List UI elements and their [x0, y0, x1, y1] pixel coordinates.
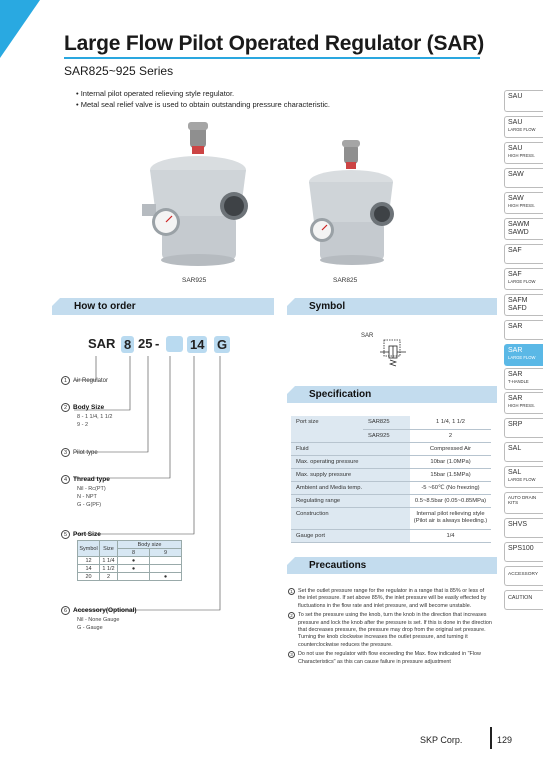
table-row [291, 468, 491, 481]
tab-label: SAU [508, 93, 523, 100]
tab-label: SRP [508, 421, 523, 428]
cell: 14 [78, 565, 100, 573]
precaution-text: Do not use the regulator with flow exceeding the Max. flow indicated in "Flow Characteristics" as this can cause failure in pressure adjustment [298, 651, 481, 665]
item-number: 2 [288, 612, 295, 619]
tab-label: SAF [508, 271, 522, 278]
side-tab-sar[interactable] [504, 320, 543, 340]
side-tab-sps100[interactable] [504, 542, 543, 562]
tab-label: SAF [508, 247, 522, 254]
order-item-pilot-type [61, 448, 98, 457]
tab-label: SAL [508, 445, 522, 452]
tab-label-2: SAWD [508, 229, 529, 236]
body-size-option: 9 - 2 [77, 422, 89, 428]
table-row [291, 494, 491, 507]
side-tab-caution[interactable] [504, 590, 543, 610]
spec-key: Max. supply pressure [291, 468, 410, 481]
item-label: Port Size [73, 531, 101, 539]
tab-label: SAW [508, 195, 524, 202]
side-tab-sar-high-press[interactable] [504, 392, 543, 414]
tab-sublabel: HIGH PRESS. [508, 203, 535, 208]
table-row [291, 481, 491, 494]
tab-label: SAWM [508, 221, 530, 228]
tab-sublabel: LARGE FLOW [508, 279, 536, 284]
side-tab-saf[interactable] [504, 244, 543, 264]
sar925-product-image [136, 120, 262, 270]
feature-list [76, 88, 330, 110]
spec-value: 0.5~8.5bar (0.05~0.85MPa) [410, 494, 491, 507]
side-tab-safm-safd[interactable] [504, 294, 543, 316]
order-item-accessory [61, 606, 137, 615]
symbol-label: SAR [361, 333, 374, 339]
order-item-thread-type [61, 475, 110, 484]
table-row [78, 573, 182, 581]
cell [118, 573, 150, 581]
cell [150, 557, 182, 565]
side-tab-shvs[interactable] [504, 518, 543, 538]
table-row [291, 529, 491, 542]
item-number: 6 [61, 606, 70, 615]
section-corner [287, 298, 295, 306]
tab-sublabel: T-HANDLE [508, 379, 529, 384]
tab-label: SAU [508, 119, 523, 126]
thread-type-option: N - NPT [77, 494, 97, 500]
spec-value: 10bar (1.0MPa) [410, 455, 491, 468]
precaution-text: Set the outlet pressure range for the regulator in a range that is 85% or less of the inlet pressure. If set above 85%, the inlet pressure will be easily effected by fluctuations in the flow rate and inlet pressure, and will become unstable. [298, 588, 487, 609]
tab-sublabel: HIGH PRESS. [508, 153, 535, 158]
tab-label: SAFM [508, 297, 528, 304]
side-tab-sar-t-handle[interactable] [504, 368, 543, 390]
port-size-table [77, 540, 182, 581]
title-rule [64, 57, 480, 59]
footer-divider [490, 727, 492, 749]
code-thread: 25 [138, 336, 153, 351]
side-tab-sau[interactable] [504, 90, 543, 112]
tab-label: CAUTION [508, 595, 533, 601]
side-tab-sau-large-flow[interactable] [504, 116, 543, 138]
tab-sublabel: LARGE FLOW [508, 355, 536, 360]
spec-value: 15bar (1.5MPa) [410, 468, 491, 481]
precaution-item [288, 612, 493, 649]
tab-label: SAR [508, 371, 523, 378]
code-body: 8 [121, 336, 134, 353]
spec-model: SAR925 [363, 429, 410, 442]
side-tab-sar-large-flow[interactable] [504, 344, 543, 366]
section-symbol [287, 298, 497, 315]
item-number: 1 [61, 376, 70, 385]
item-number: 1 [288, 588, 295, 595]
body-size-option: 8 - 1 1/4, 1 1/2 [77, 414, 113, 420]
item-number: 4 [61, 475, 70, 484]
section-title: How to order [74, 301, 136, 312]
col-size: Size [100, 541, 118, 557]
item-number: 3 [61, 448, 70, 457]
order-item-air-regulator [61, 376, 108, 385]
spec-model: SAR825 [363, 416, 410, 429]
tab-sublabel: HIGH PRESS. [508, 403, 535, 408]
thread-type-option: G - G(PF) [77, 502, 102, 508]
cell: ● [118, 565, 150, 573]
feature-item: • Internal pilot operated relieving style regulator. [76, 88, 330, 99]
side-tab-sal[interactable] [504, 442, 543, 462]
spec-value: 2 [410, 429, 491, 442]
product-caption: SAR925 [182, 277, 207, 284]
tab-label: SAW [508, 171, 524, 178]
table-row [291, 416, 491, 429]
accessory-option: Nil - None Gauge [77, 617, 120, 623]
col-body-9: 9 [150, 549, 182, 557]
spec-key: Regulating range [291, 494, 410, 507]
tab-sublabel: KITS [508, 500, 519, 505]
side-tab-saf-large-flow[interactable] [504, 268, 543, 290]
section-precautions [287, 557, 497, 574]
code-port: 14 [187, 336, 207, 353]
tab-label: SPS100 [508, 545, 534, 552]
section-title: Symbol [309, 301, 346, 312]
code-dash: - [155, 336, 160, 351]
col-body-8: 8 [118, 549, 150, 557]
item-label: Air Regulator [73, 378, 109, 385]
sar825-product-image [298, 140, 406, 270]
section-specification [287, 386, 497, 403]
section-corner [287, 386, 295, 394]
item-number: 3 [288, 651, 295, 658]
precaution-text: To set the pressure using the knob, turn the knob in the direction that increases pressure and lock the knob after the pressure is set. If this is done in the direction that decreases pressure, the pressure may drop from the original set pressure. Turning the knob clockwise increases the outlet pressure, and turning it counterclockwise reduces the pressure. [298, 612, 492, 648]
spec-key: Construction [291, 507, 410, 529]
footer-company: SKP Corp. [420, 735, 463, 745]
spec-key: Max. operating pressure [291, 455, 410, 468]
col-body-size: Body size [118, 541, 182, 549]
tab-label: SAR [508, 347, 523, 354]
side-tab-auto-drain-kits[interactable] [504, 492, 543, 514]
item-label: Pilot type [73, 450, 98, 457]
tab-label-2: SAFD [508, 305, 527, 312]
item-label: Accessory(Optional) [73, 607, 137, 615]
section-title: Precautions [309, 560, 367, 571]
tab-sublabel: LARGE FLOW [508, 127, 536, 132]
table-row [78, 565, 182, 573]
section-how-to-order [52, 298, 274, 315]
cell: 12 [78, 557, 100, 565]
spec-value: -5 ~60℃ (No freezing) [410, 481, 491, 494]
table-row [291, 442, 491, 455]
side-tab-sau-high-press[interactable] [504, 142, 543, 164]
spec-value: 1/4 [410, 529, 491, 542]
cell: ● [150, 573, 182, 581]
spec-value: Compressed Air [410, 442, 491, 455]
spec-key: Gauge port [291, 529, 410, 542]
section-corner [52, 298, 60, 306]
regulator-symbol-icon [380, 336, 410, 368]
spec-value: Internal pilot relieving style (Pilot air is always bleeding.) [410, 507, 491, 529]
side-tab-sawm-sawd[interactable] [504, 218, 543, 240]
table-row [291, 455, 491, 468]
tab-label: AUTO DRAIN [508, 495, 537, 500]
cell: 1 1/4 [100, 557, 118, 565]
cell: 2 [100, 573, 118, 581]
spec-key: Fluid [291, 442, 410, 455]
section-title: Specification [309, 389, 372, 400]
code-prefix: SAR [88, 336, 116, 351]
specification-table [291, 416, 491, 543]
tab-label: SAL [508, 469, 522, 476]
precaution-item [288, 588, 493, 610]
code-accessory: G [214, 336, 230, 353]
tab-label: SAU [508, 145, 523, 152]
tab-label: SHVS [508, 521, 528, 528]
tab-label: SAR [508, 395, 523, 402]
tab-label: ACCESSORY [508, 572, 539, 577]
spec-value: 1 1/4, 1 1/2 [410, 416, 491, 429]
cell: 20 [78, 573, 100, 581]
feature-item: • Metal seal relief valve is used to obtain outstanding pressure characteristic. [76, 99, 330, 110]
side-tab-sal-large-flow[interactable] [504, 466, 543, 488]
cell [150, 565, 182, 573]
table-row [78, 557, 182, 565]
cell: 1 1/2 [100, 565, 118, 573]
order-item-port-size [61, 530, 101, 539]
table-row [291, 507, 491, 529]
side-tab-saw[interactable] [504, 168, 543, 188]
page-subtitle: SAR825~925 Series [64, 64, 174, 78]
thread-type-option: Nil - Rc(PT) [77, 486, 106, 492]
corner-accent [0, 0, 40, 58]
section-corner [287, 557, 295, 565]
side-tab-saw-high-press[interactable] [504, 192, 543, 214]
page-title: Large Flow Pilot Operated Regulator (SAR) [64, 32, 485, 55]
order-item-body-size [61, 403, 104, 412]
precautions-list [288, 588, 493, 668]
spec-key: Ambient and Media temp. [291, 481, 410, 494]
tab-sublabel: LARGE FLOW [508, 477, 536, 482]
side-tab-srp[interactable] [504, 418, 543, 438]
item-number: 2 [61, 403, 70, 412]
side-tab-accessory[interactable] [504, 566, 543, 586]
item-label: Thread type [73, 476, 110, 484]
item-number: 5 [61, 530, 70, 539]
product-caption: SAR825 [333, 277, 358, 284]
tab-label: SAR [508, 323, 523, 330]
accessory-option: G - Gauge [77, 625, 103, 631]
cell: ● [118, 557, 150, 565]
spec-key: Port size [291, 416, 363, 442]
page-number: 129 [497, 735, 513, 745]
precaution-item [288, 651, 493, 666]
item-label: Body Size [73, 404, 105, 412]
col-symbol: Symbol [78, 541, 100, 557]
code-pilot-blank [166, 336, 183, 352]
